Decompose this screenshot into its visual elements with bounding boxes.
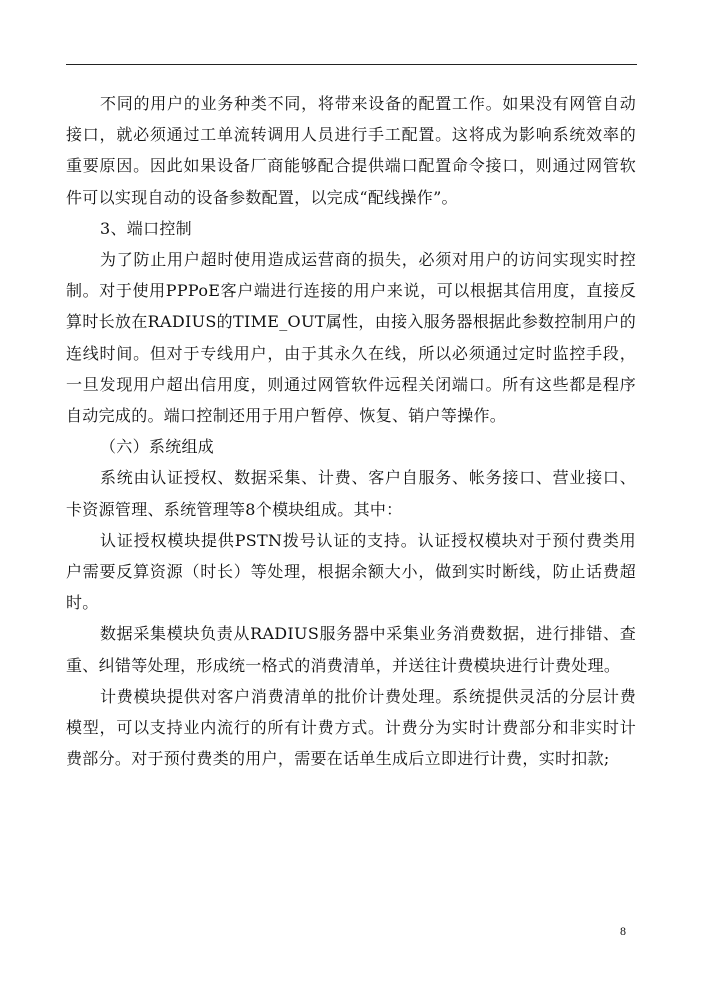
section-heading-system-composition: （六）系统组成 — [100, 437, 215, 457]
paragraph-system-modules: 系统由认证授权、数据采集、计费、客户自服务、帐务接口、营业接口、卡资源管理、系统管理等8个模块组成。其中： — [66, 468, 636, 519]
document-body — [66, 88, 636, 774]
header-rule — [66, 64, 637, 65]
paragraph-data-collection-module: 数据采集模块负责从RADIUS服务器中采集业务消费数据，进行排错、查重、纠错等处理，形成统一格式的消费清单，并送往计费模块进行计费处理。 — [66, 624, 636, 675]
page-number: 8 — [620, 924, 626, 938]
paragraph-config-work: 不同的用户的业务种类不同，将带来设备的配置工作。如果没有网管自动接口，就必须通过工单流转调用人员进行手工配置。这将成为影响系统效率的重要原因。因此如果设备厂商能够配合提供端口配置命令接口，则通过网管软件可以实现自动的设备参数配置，以完成“配线操作”。 — [66, 94, 636, 207]
paragraph-port-control: 为了防止用户超时使用造成运营商的损失，必须对用户的访问实现实时控制。对于使用PPPoE客户端进行连接的用户来说，可以根据其信用度，直接反算时长放在RADIUS的TIME_OUT属性，由接入服务器根据此参数控制用户的连线时间。但对于专线用户，由于其永久在线，所以必须通过定时监控手段，一旦发现用户超出信用度，则通过网管软件远程关闭端口。所有这些都是程序自动完成的。端口控制还用于用户暂停、恢复、销户等操作。 — [66, 250, 636, 426]
paragraph-billing-module: 计费模块提供对客户消费清单的批价计费处理。系统提供灵活的分层计费模型，可以支持业内流行的所有计费方式。计费分为实时计费部分和非实时计费部分。对于预付费类的用户，需要在话单生成后立即进行计费，实时扣款; — [66, 686, 636, 769]
section-heading-port-control: 3、端口控制 — [100, 218, 192, 238]
paragraph-auth-module: 认证授权模块提供PSTN拨号认证的支持。认证授权模块对于预付费类用户需要反算资源（时长）等处理，根据余额大小，做到实时断线，防止话费超时。 — [66, 530, 636, 613]
